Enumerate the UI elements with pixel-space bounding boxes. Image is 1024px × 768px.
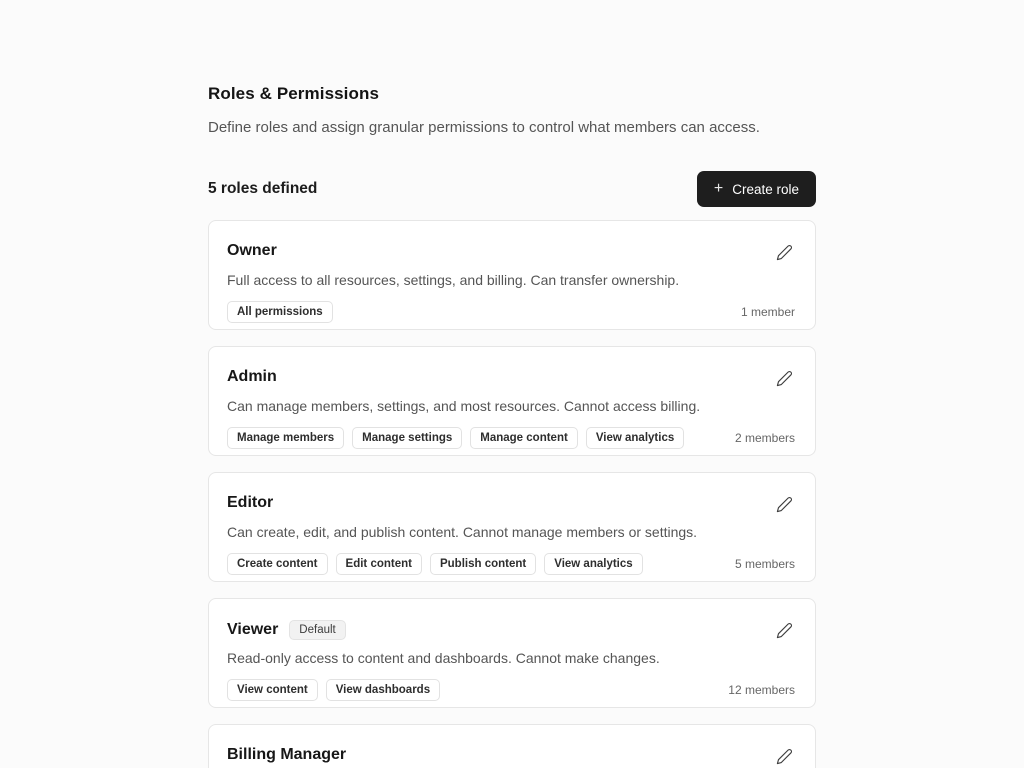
role-title-group: [227, 494, 273, 512]
role-card-footer: [227, 427, 795, 449]
permission-tags: [227, 553, 643, 575]
role-card-footer: [227, 301, 795, 323]
edit-role-button[interactable]: [774, 368, 795, 389]
permission-tags: [227, 679, 440, 701]
role-card: [208, 598, 816, 708]
member-count: 1 member: [740, 305, 795, 319]
create-role-label: Create role: [732, 181, 799, 197]
role-title-group: [227, 746, 346, 764]
permission-tag: Edit content: [336, 553, 422, 575]
role-name: Viewer: [227, 621, 279, 638]
pencil-icon: [776, 501, 793, 516]
edit-role-button[interactable]: [774, 746, 795, 767]
role-name: Admin: [227, 368, 277, 385]
permission-tag: View dashboards: [326, 679, 440, 701]
permission-tag: View analytics: [586, 427, 684, 449]
permission-tag: Manage members: [227, 427, 344, 449]
permission-tags: [227, 301, 333, 323]
role-card: [208, 724, 816, 768]
role-card: [208, 346, 816, 456]
plus-icon: +: [713, 179, 724, 197]
permission-tag: Create content: [227, 553, 328, 575]
role-card-header: [227, 368, 795, 389]
edit-role-button[interactable]: [774, 620, 795, 641]
pencil-icon: [776, 375, 793, 390]
roles-permissions-page: [208, 0, 816, 768]
role-description: Read-only access to content and dashboards. Cannot make changes.: [227, 650, 660, 666]
pencil-icon: [776, 627, 793, 642]
permission-tag: All permissions: [227, 301, 333, 323]
role-description: Can create, edit, and publish content. Cannot manage members or settings.: [227, 524, 698, 540]
role-card-footer: [227, 553, 795, 575]
role-card-header: [227, 620, 795, 641]
role-card: [208, 472, 816, 582]
permission-tag: Manage settings: [352, 427, 462, 449]
role-name: Billing Manager: [227, 746, 347, 763]
role-description: Full access to all resources, settings, and billing. Can transfer ownership.: [227, 272, 680, 288]
permission-tag: View content: [227, 679, 318, 701]
permission-tags: [227, 427, 684, 449]
role-card: [208, 220, 816, 330]
permission-tag: Manage content: [470, 427, 578, 449]
page-title: Roles & Permissions: [208, 84, 380, 103]
role-title-group: [227, 368, 277, 386]
pencil-icon: [776, 753, 793, 768]
edit-role-button[interactable]: [774, 494, 795, 515]
permission-tag: View analytics: [544, 553, 642, 575]
member-count: 12 members: [728, 683, 795, 697]
role-title-group: [227, 620, 346, 640]
roles-header-row: [208, 171, 816, 207]
role-title-group: [227, 242, 277, 260]
member-count: 2 members: [734, 431, 795, 445]
edit-role-button[interactable]: [774, 242, 795, 263]
pencil-icon: [776, 249, 793, 264]
default-badge: Default: [289, 620, 345, 640]
role-description: Can manage members, settings, and most resources. Cannot access billing.: [227, 398, 701, 414]
role-card-footer: [227, 679, 795, 701]
role-card-header: [227, 242, 795, 263]
role-card-header: [227, 494, 795, 515]
role-card-header: [227, 746, 795, 767]
permission-tag: Publish content: [430, 553, 536, 575]
role-name: Editor: [227, 494, 274, 511]
page-subtitle: Define roles and assign granular permissions to control what members can access.: [208, 119, 760, 136]
create-role-button[interactable]: [697, 171, 816, 207]
role-name: Owner: [227, 242, 277, 259]
member-count: 5 members: [734, 557, 795, 571]
roles-count-label: 5 roles defined: [208, 180, 318, 197]
roles-list: [208, 220, 816, 768]
